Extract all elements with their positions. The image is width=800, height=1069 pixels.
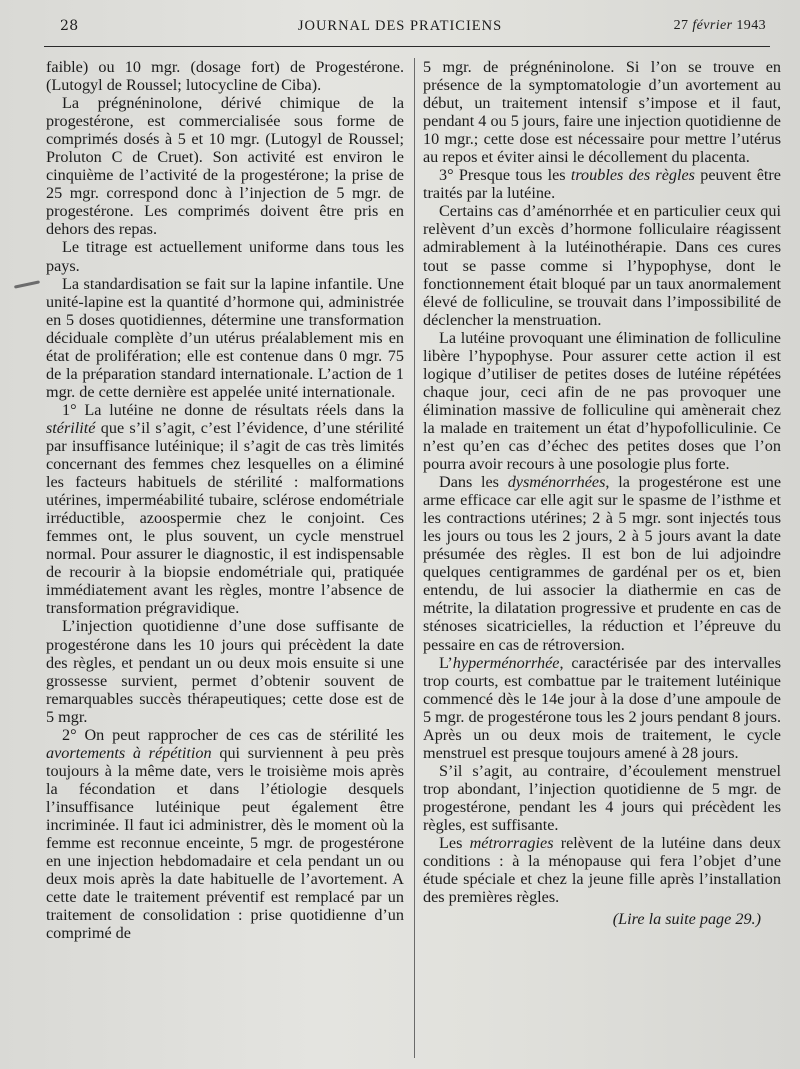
issue-date [674, 18, 766, 34]
paragraph: S’il s’agit, au contraire, d’écoulement menstruel trop abondant, l’injection quotidienne de 5 mgr. de progestérone, pendant les 4 jours qui précèdent les règles, est suffisante. [423, 761, 781, 834]
paragraph: La lutéine provoquant une élimination de folliculine libère l’hypophyse. Pour assurer cette action il est logique d’utiliser de petites doses de lutéine répétées chaque jour, ceci afin de ne pas provoquer une élimination massive de folliculine qui amènerait chez la malade en traitement un état d’hypofolliculinie. Ce n’est qu’en cas d’échec des petites doses que l’on pourra avoir recours à une posologie plus forte. [423, 328, 781, 474]
paragraph-troubles: 3° Presque tous les troubles des règles peuvent être traités par la lutéine. [423, 166, 781, 203]
column-divider [414, 58, 415, 1058]
paragraph: 5 mgr. de prégnéninolone. Si l’on se trouve en présence de la symptomatologie d’un avortement au début, un traitement intensif s’impose et il faut, pendant 4 ou 5 jours, faire une injection quotidienne de 10 mgr.; cette dose est nécessaire pour mettre l’utérus au repos et éviter ainsi le décollement du placenta. [423, 58, 781, 167]
issue-date-year: 1943 [736, 18, 766, 33]
left-column [46, 58, 404, 942]
issue-date-month: février [692, 18, 733, 33]
page-number: 28 [60, 18, 79, 34]
continued-note: (Lire la suite page 29.) [612, 910, 761, 929]
header-rule [44, 46, 770, 47]
paragraph: L’injection quotidienne d’une dose suffisante de progestérone dans les 10 jours qui précèdent la date des règles, et pendant un ou deux mois ensuite si une grossesse survient, permet d’obtenir souvent de remarquables succès thérapeutiques; cette dose est de 5 mgr. [46, 617, 404, 726]
paragraph-metrorragies: Les métrorragies relèvent de la lutéine dans deux conditions : à la ménopause qui fera l’objet d’une étude spéciale et chez la jeune fille après l’installation des premières règles. [423, 834, 781, 907]
journal-title: JOURNAL DES PRATICIENS [297, 18, 503, 34]
paragraph-avortements: 2° On peut rapprocher de ces cas de stérilité les avortements à répétition qui surviennent à peu près toujours à la même date, vers le troisième mois après la fécondation et dans l’étiologie desquels l’insuffisance lutéinique peut également être incriminée. Il faut ici administrer, dès le moment où la femme est reconnue enceinte, 5 mgr. de progestérone en une injection hebdomadaire et cela pendant un ou deux mois après la date habituelle de l’avortement. A cette date le traitement préventif est remplacé par un traitement de consolidation : prise quotidienne d’un comprimé de [46, 725, 405, 943]
margin-pencil-mark [14, 280, 40, 288]
paragraph-hypermenorrhee: L’hyperménorrhée, caractérisée par des intervalles trop courts, est combattue par le traitement lutéinique commencé dès le 14e jour à la dose d’une ampoule de 5 mgr. de progestérone tous les 2 jours pendant 8 jours. Après un ou deux mois de traitement, le cycle menstruel est presque toujours amené à 28 jours. [423, 653, 781, 762]
paragraph: La standardisation se fait sur la lapine infantile. Une unité-lapine est la quantité d’hormone qui, administrée en 5 doses quotidiennes, détermine une transformation déciduale complète d’un utérus préalablement mis en état de prolifération; elle est contenue dans 0 mgr. 75 de la préparation standard internationale. L’action de 1 mgr. de cette dernière est appelée unité internationale. [46, 274, 404, 401]
paragraph: La prégnéninolone, dérivé chimique de la progestérone, est commercialisée sous forme de comprimés dosés à 5 et 10 mgr. (Lutogyl de Roussel; Proluton C de Cruet). Son activité est environ le cinquième de l’activité de la progestérone; la prise de 25 mgr. correspond donc à l’injection de 5 mgr. de progestérone. Les comprimés doivent être pris en dehors des repas. [46, 94, 404, 239]
issue-date-day: 27 [673, 18, 689, 33]
page-header [0, 16, 800, 40]
paragraph: Certains cas d’aménorrhée et en particulier ceux qui relèvent d’un excès d’hormone folliculaire réagissent admirablement à la lutéinothérapie. Dans ces cures tout se passe comme si l’hypophyse, dont le fonctionnement était bloqué par un taux anormalement élevé de folliculine, se trouvait dans l’impossibilité de déclencher la menstruation. [423, 202, 781, 329]
paragraph: faible) ou 10 mgr. (dosage fort) de Progestérone. (Lutogyl de Roussel; lutocycline de Ciba). [46, 58, 404, 95]
right-column [423, 58, 781, 928]
paragraph-sterilite: 1° La lutéine ne donne de résultats réels dans la stérilité que s’il s’agit, c’est l’évidence, d’une stérilité par insuffisance lutéinique; il s’agit de cas très limités concernant des femmes chez lesquelles on a éliminé les facteurs habituels de stérilité : malformations utérines, imperméabilité tubaire, sclérose endométriale irréductible, azoospermie chez le conjoint. Ces femmes ont, le plus souvent, un cycle menstruel normal. Pour assurer le diagnostic, il est indispensable de recourir à la biopsie endométriale qui, pratiquée immédiatement avant les règles, montre l’absence de transformation prégravidique. [46, 400, 404, 618]
paragraph-dysmenorrhees: Dans les dysménorrhées, la progestérone est une arme efficace car elle agit sur le spasme de l’isthme et les contractions utérines; 2 à 5 mgr. sont injectés tous les jours ou tous les 2 jours, 2 à 5 jours avant la date présumée des règles. Il est bon de lui adjoindre quelques centigrammes de gardénal per os et, bien entendu, de lui associer la diathermie en cas de métrite, la dilatation progressive et prudente en cas de sténoses sicatricielles, la réduction et l’épreuve du pessaire en cas de rétroversion. [423, 473, 782, 654]
paragraph: Le titrage est actuellement uniforme dans tous les pays. [46, 238, 404, 275]
